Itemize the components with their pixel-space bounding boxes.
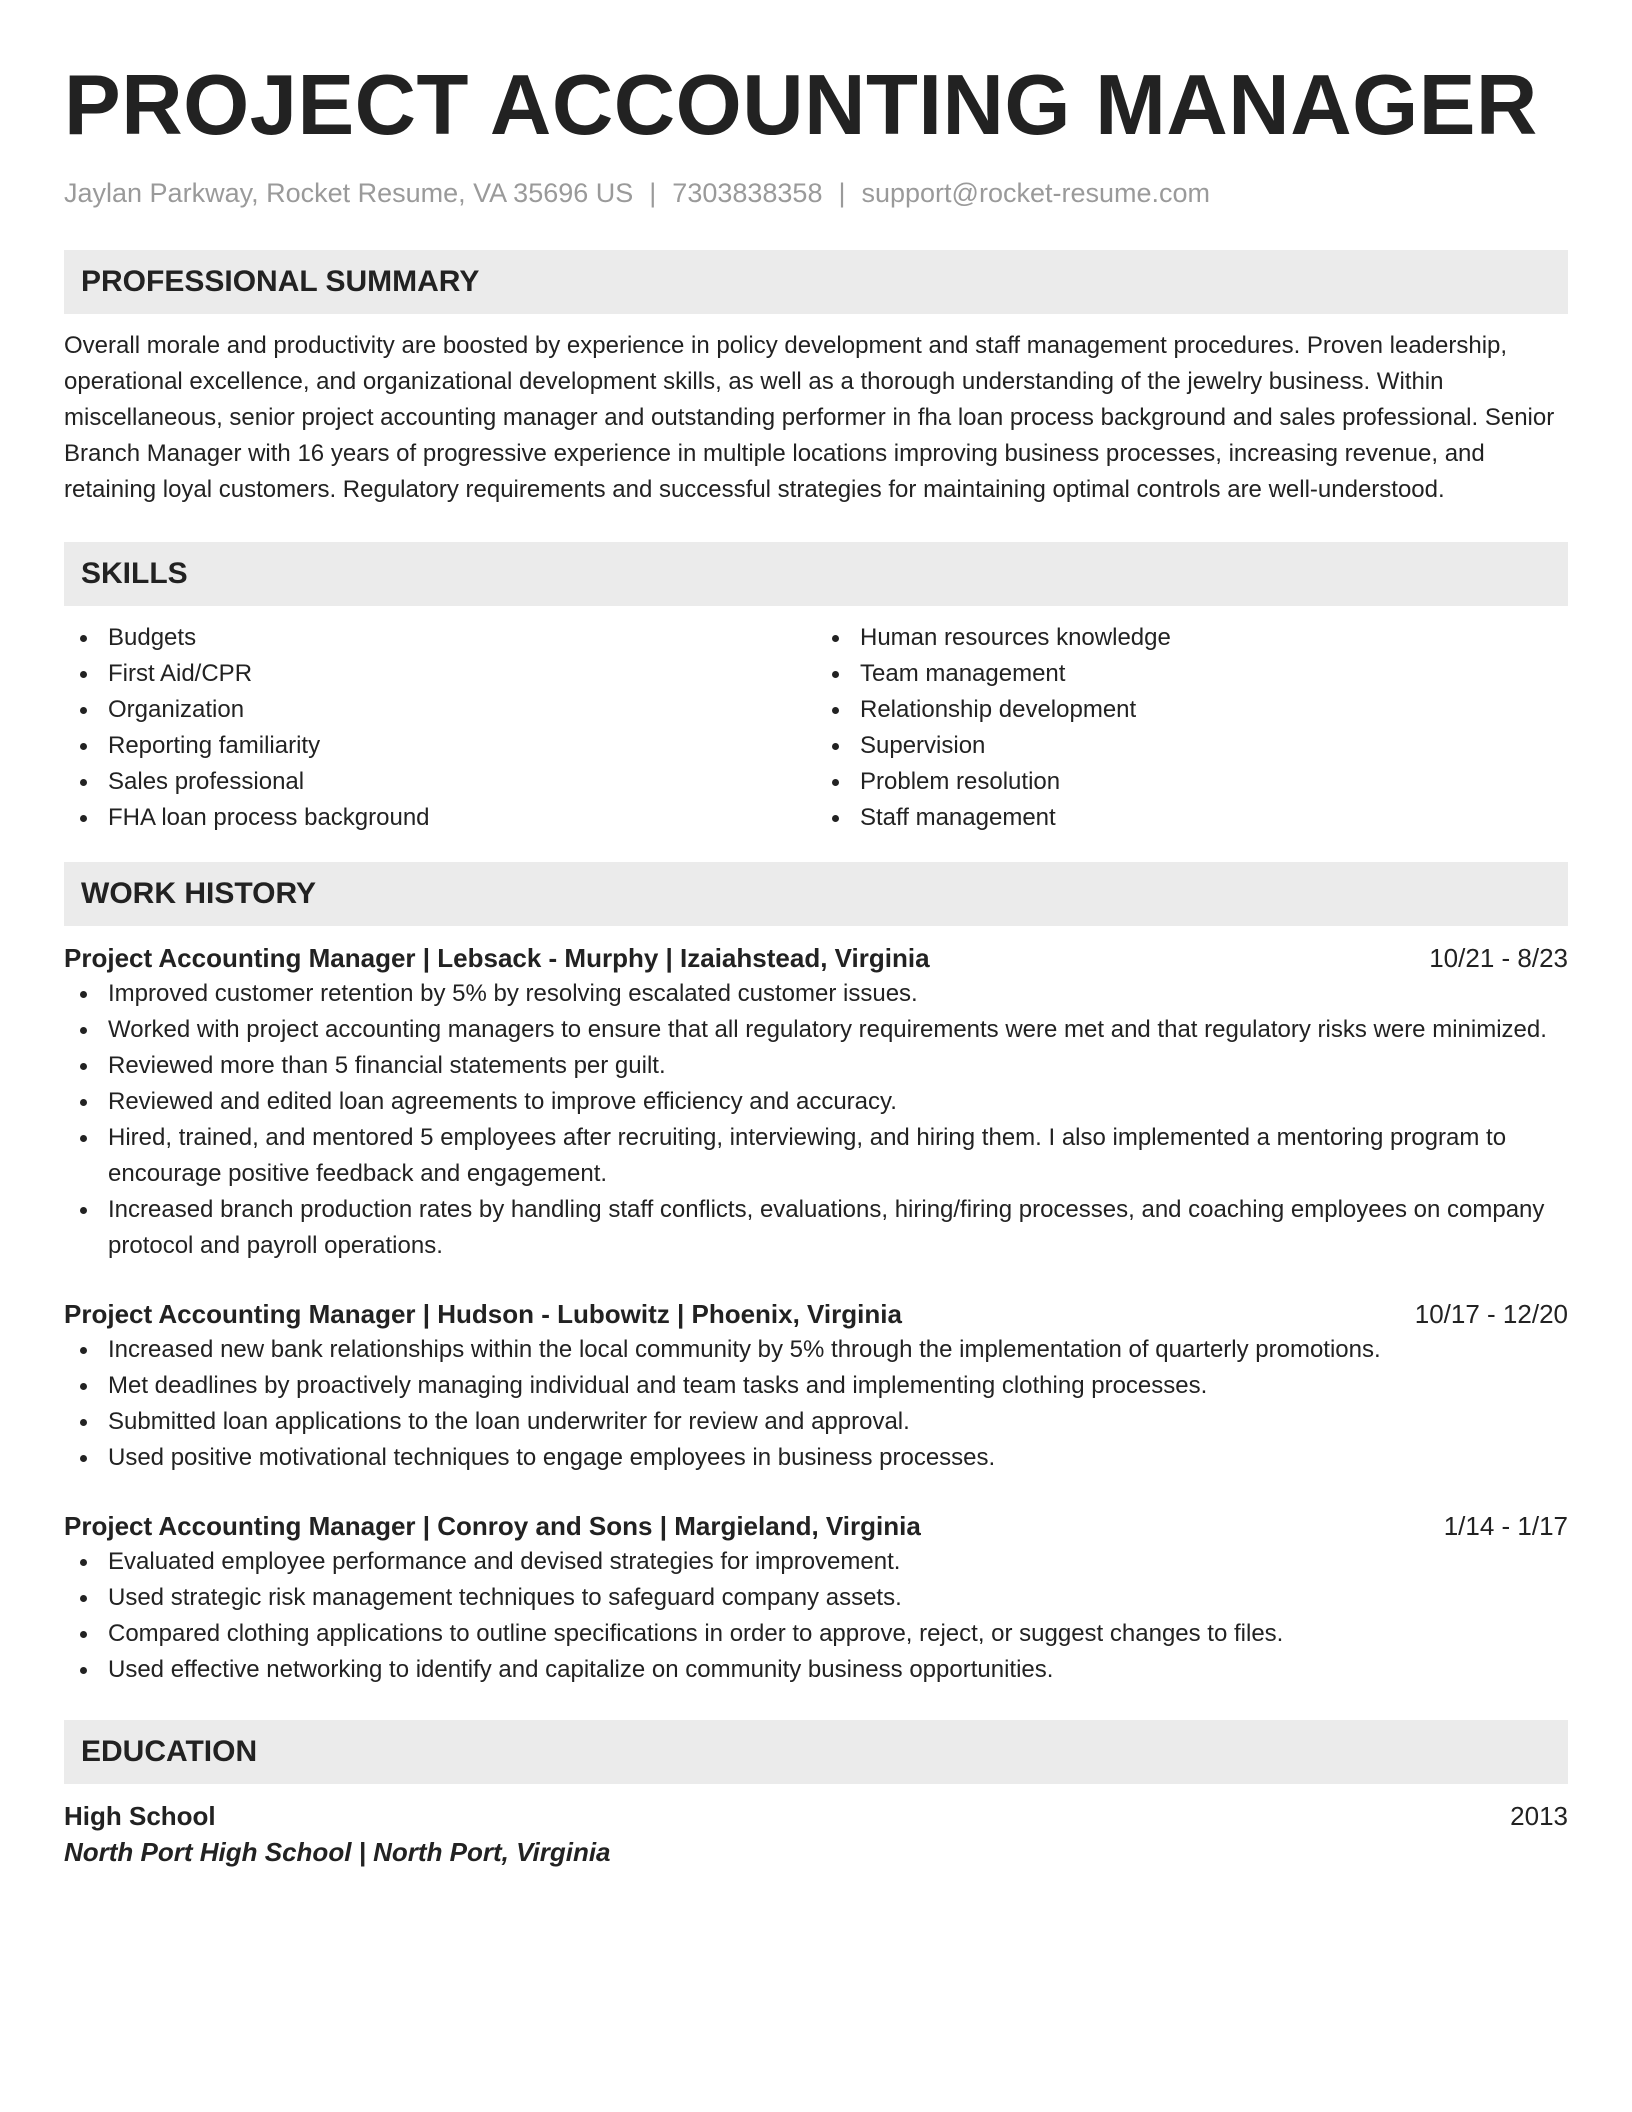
contact-phone: 7303838358 [672,178,823,208]
skill-item: Reporting familiarity [64,728,816,764]
job-bullet: Reviewed more than 5 financial statements per guilt. [64,1048,1568,1084]
job-bullet: Used positive motivational techniques to engage employees in business processes. [64,1440,1568,1476]
education-degree: High School [64,1801,216,1831]
skill-item: Sales professional [64,764,816,800]
job-title: Project Accounting Manager | Conroy and Sons | Margieland, Virginia [64,1511,921,1541]
skills-section [64,542,1568,836]
skill-item: Supervision [816,728,1568,764]
education-section [64,1720,1568,1870]
education-year: 2013 [1510,1801,1568,1831]
job-entry [64,1508,1568,1688]
skill-item: Relationship development [816,692,1568,728]
education-heading: EDUCATION [64,1720,1568,1784]
job-bullet-list [64,1332,1568,1476]
job-entry [64,940,1568,1264]
job-dates: 10/21 - 8/23 [1429,943,1568,973]
skill-item: Human resources knowledge [816,620,1568,656]
job-entry [64,1296,1568,1476]
job-bullet: Evaluated employee performance and devised strategies for improvement. [64,1544,1568,1580]
skill-item: First Aid/CPR [64,656,816,692]
resume-header [64,58,1568,210]
skills-columns [64,620,1568,836]
job-dates: 10/17 - 12/20 [1414,1299,1568,1329]
job-bullet: Worked with project accounting managers to ensure that all regulatory requirements were met and that regulatory risks were minimized. [64,1012,1568,1048]
summary-section [64,250,1568,508]
contact-separator: | [649,178,657,208]
skills-left-list [64,620,816,836]
job-bullet-list [64,1544,1568,1688]
contact-address: Jaylan Parkway, Rocket Resume, VA 35696 US [64,178,634,208]
job-header [64,1508,1568,1544]
job-bullet: Submitted loan applications to the loan underwriter for review and approval. [64,1404,1568,1440]
work-history-heading: WORK HISTORY [64,862,1568,926]
job-bullet: Hired, trained, and mentored 5 employees after recruiting, interviewing, and hiring them. I also implemented a mentoring program to encourage positive feedback and engagement. [64,1120,1568,1192]
job-bullet: Reviewed and edited loan agreements to improve efficiency and accuracy. [64,1084,1568,1120]
job-header [64,940,1568,976]
job-title: Project Accounting Manager | Lebsack - Murphy | Izaiahstead, Virginia [64,943,930,973]
skills-heading: SKILLS [64,542,1568,606]
resume-name: PROJECT ACCOUNTING MANAGER [64,58,1538,153]
job-dates: 1/14 - 1/17 [1443,1511,1568,1541]
contact-separator: | [838,178,846,208]
job-bullet: Improved customer retention by 5% by resolving escalated customer issues. [64,976,1568,1012]
summary-heading: PROFESSIONAL SUMMARY [64,250,1568,314]
job-header [64,1296,1568,1332]
job-bullet: Increased new bank relationships within the local community by 5% through the implementation of quarterly promotions. [64,1332,1568,1368]
summary-text: Overall morale and productivity are boosted by experience in policy development and staff management procedures. Proven leadership, operational excellence, and organizational development skills, as well as a thorough understanding of the jewelry business. Within miscellaneous, senior project accounting manager and outstanding performer in fha loan process background and sales professional. Senior Branch Manager with 16 years of progressive experience in multiple locations improving business processes, increasing revenue, and retaining loyal customers. Regulatory requirements and successful strategies for maintaining optimal controls are well-understood. [64,332,1555,503]
job-bullet: Met deadlines by proactively managing individual and team tasks and implementing clothing processes. [64,1368,1568,1404]
skill-item: Budgets [64,620,816,656]
job-bullet: Used strategic risk management techniques to safeguard company assets. [64,1580,1568,1616]
work-history-section [64,862,1568,1688]
education-school: North Port High School | North Port, Virginia [64,1837,611,1867]
skills-right-list [816,620,1568,836]
skill-item: Staff management [816,800,1568,836]
contact-line [64,176,1568,210]
education-header [64,1798,1568,1834]
job-title: Project Accounting Manager | Hudson - Lubowitz | Phoenix, Virginia [64,1299,902,1329]
contact-email: support@rocket-resume.com [861,178,1211,208]
skill-item: FHA loan process background [64,800,816,836]
skill-item: Problem resolution [816,764,1568,800]
skill-item: Organization [64,692,816,728]
skill-item: Team management [816,656,1568,692]
job-bullet: Increased branch production rates by handling staff conflicts, evaluations, hiring/firing processes, and coaching employees on company protocol and payroll operations. [64,1192,1568,1264]
job-bullet-list [64,976,1568,1264]
job-bullet: Compared clothing applications to outline specifications in order to approve, reject, or suggest changes to files. [64,1616,1568,1652]
job-bullet: Used effective networking to identify and capitalize on community business opportunities. [64,1652,1568,1688]
